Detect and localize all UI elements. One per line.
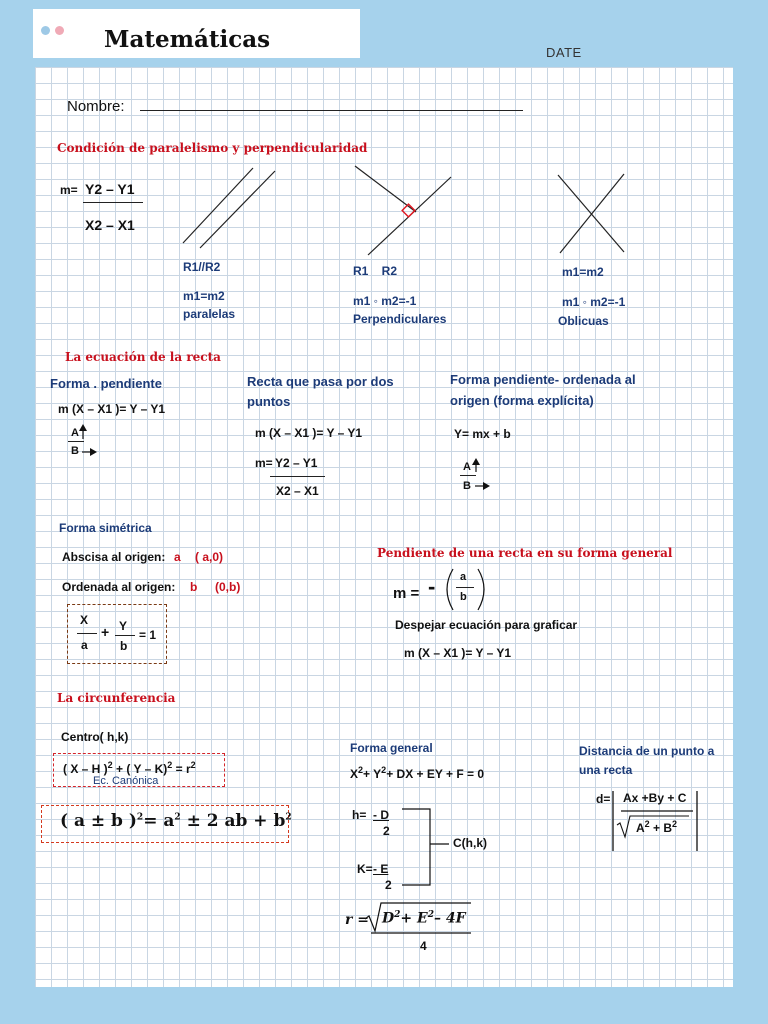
parallel-condition: m1=m2	[183, 289, 225, 303]
page-title: Matemáticas	[104, 26, 271, 53]
dos-puntos-numerator: Y2 – Y1	[275, 456, 318, 470]
symmetric-b: b	[120, 639, 128, 653]
slope-denominator: X2 – X1	[85, 217, 135, 233]
exp-2: 2	[285, 812, 292, 823]
heading-circunferencia: La circunferencia	[57, 691, 176, 705]
forma-pendiente-b: B	[71, 445, 79, 457]
oblique-r-label: m1=m2	[562, 265, 604, 279]
pendiente-m-label: m =	[393, 585, 420, 602]
ordenada-label: Ordenada al origen:	[62, 580, 176, 594]
distancia-plus-b: + B	[653, 821, 673, 835]
slope-m-label: m=	[60, 183, 78, 197]
binomio-left: ( a ± b )	[60, 811, 137, 831]
dos-puntos-denominator: X2 – X1	[276, 484, 319, 498]
dos-puntos-title-2: puntos	[247, 394, 291, 409]
radius-e: + E	[400, 910, 428, 927]
forma-general-rest: + DX + EY + F = 0	[386, 767, 485, 781]
dos-puntos-m-label: m=	[255, 456, 273, 470]
exp-2: 2	[427, 910, 434, 920]
forma-pendiente-a: A	[71, 427, 79, 439]
h-numerator: - D	[373, 808, 389, 822]
canonica-right: = r	[175, 762, 191, 776]
distancia-d-label: d=	[596, 792, 611, 806]
k-denominator: 2	[385, 878, 392, 892]
radius-denominator: 4	[420, 939, 427, 953]
canonica-mid: + ( Y – K)	[116, 762, 168, 776]
ordenada-origen-b: B	[463, 480, 471, 492]
exp-2: 2	[107, 760, 113, 770]
perpendicular-r-label: R1 R2	[353, 264, 398, 278]
exp-2: 2	[672, 819, 678, 829]
binomio-right: = a	[143, 811, 175, 831]
k-label: K=	[357, 862, 373, 876]
slope-numerator: Y2 – Y1	[85, 181, 135, 197]
exp-2: 2	[136, 812, 144, 823]
binomio-tail: ± 2 ab + b	[186, 811, 286, 831]
oblique-name: Oblicuas	[558, 314, 609, 328]
forma-general-x: X	[350, 767, 359, 781]
heading-paralelismo: Condición de paralelismo y perpendicularidad	[57, 141, 368, 155]
symmetric-x: X	[80, 613, 89, 627]
pendiente-b: b	[460, 591, 467, 603]
distancia-denominator	[636, 819, 677, 835]
canonica-left: ( X – H )	[63, 762, 108, 776]
exp-2: 2	[644, 819, 650, 829]
forma-pendiente-title: Forma . pendiente	[50, 376, 162, 391]
decor-dot-pink	[55, 26, 64, 35]
exp-2: 2	[167, 760, 173, 770]
symmetric-y: Y	[119, 619, 128, 633]
symmetric-plus: +	[101, 624, 110, 640]
centro-label: Centro( h,k)	[61, 730, 129, 744]
center-label: C(h,k)	[453, 836, 487, 850]
heading-pendiente-general: Pendiente de una recta en su forma general	[377, 546, 673, 560]
distancia-title-2: una recta	[579, 763, 633, 777]
exp-2: 2	[190, 760, 196, 770]
abscisa-value: a	[174, 550, 181, 564]
distancia-numerator: Ax +By + C	[623, 791, 687, 805]
pendiente-minus: -	[428, 574, 436, 599]
nombre-label: Nombre:	[67, 98, 125, 115]
ordenada-origen-title-1: Forma pendiente- ordenada al	[450, 372, 636, 387]
grid-paper	[35, 67, 733, 987]
abscisa-point: ( a,0)	[195, 550, 224, 564]
radius-tail: – 4F	[433, 910, 466, 927]
ordenada-value: b	[190, 580, 198, 594]
radius-d: D	[382, 910, 395, 927]
exp-2: 2	[381, 765, 387, 775]
distancia-symbols	[35, 67, 733, 947]
ordenada-origen-formula: Y= mx + b	[454, 427, 511, 441]
dos-puntos-formula: m (X – X1 )= Y – Y1	[255, 426, 363, 440]
pendiente-a: a	[460, 571, 467, 583]
ordenada-origen-a: A	[463, 461, 471, 473]
canonica-label: Ec. Canónica	[93, 775, 159, 787]
k-numerator: - E	[373, 862, 389, 876]
parallel-name: paralelas	[183, 307, 236, 321]
decor-dot-blue	[41, 26, 50, 35]
forma-simetrica-title: Forma simétrica	[59, 521, 152, 535]
oblique-condition: m1 ◦ m2=-1	[562, 295, 626, 309]
pendiente-general-formula: m (X – X1 )= Y – Y1	[404, 646, 512, 660]
h-label: h=	[352, 808, 367, 822]
distancia-a: A	[636, 821, 645, 835]
ordenada-origen-title-2: origen (forma explícita)	[450, 393, 594, 408]
date-label: DATE	[546, 45, 582, 60]
perpendicular-name: Perpendiculares	[353, 312, 447, 326]
forma-pendiente-formula: m (X – X1 )= Y – Y1	[58, 402, 166, 416]
exp-2: 2	[394, 910, 401, 920]
forma-general-title: Forma general	[350, 741, 433, 755]
exp-2: 2	[174, 812, 181, 823]
radius-r-label: r =	[345, 912, 369, 928]
abscisa-label: Abscisa al origen:	[62, 550, 166, 564]
exp-2: 2	[358, 765, 364, 775]
forma-general-y: + Y	[363, 767, 382, 781]
symmetric-equals-one: = 1	[139, 628, 157, 642]
symmetric-a: a	[81, 638, 88, 652]
h-denominator: 2	[383, 824, 390, 838]
distancia-title-1: Distancia de un punto a	[579, 744, 715, 758]
ordenada-point: (0,b)	[215, 580, 241, 594]
perpendicular-condition: m1 ◦ m2=-1	[353, 294, 417, 308]
parallel-r-label: R1//R2	[183, 260, 221, 274]
heading-ecuacion-recta: La ecuación de la recta	[65, 350, 221, 364]
despejar-text: Despejar ecuación para graficar	[395, 618, 578, 632]
dos-puntos-title-1: Recta que pasa por dos	[247, 374, 394, 389]
